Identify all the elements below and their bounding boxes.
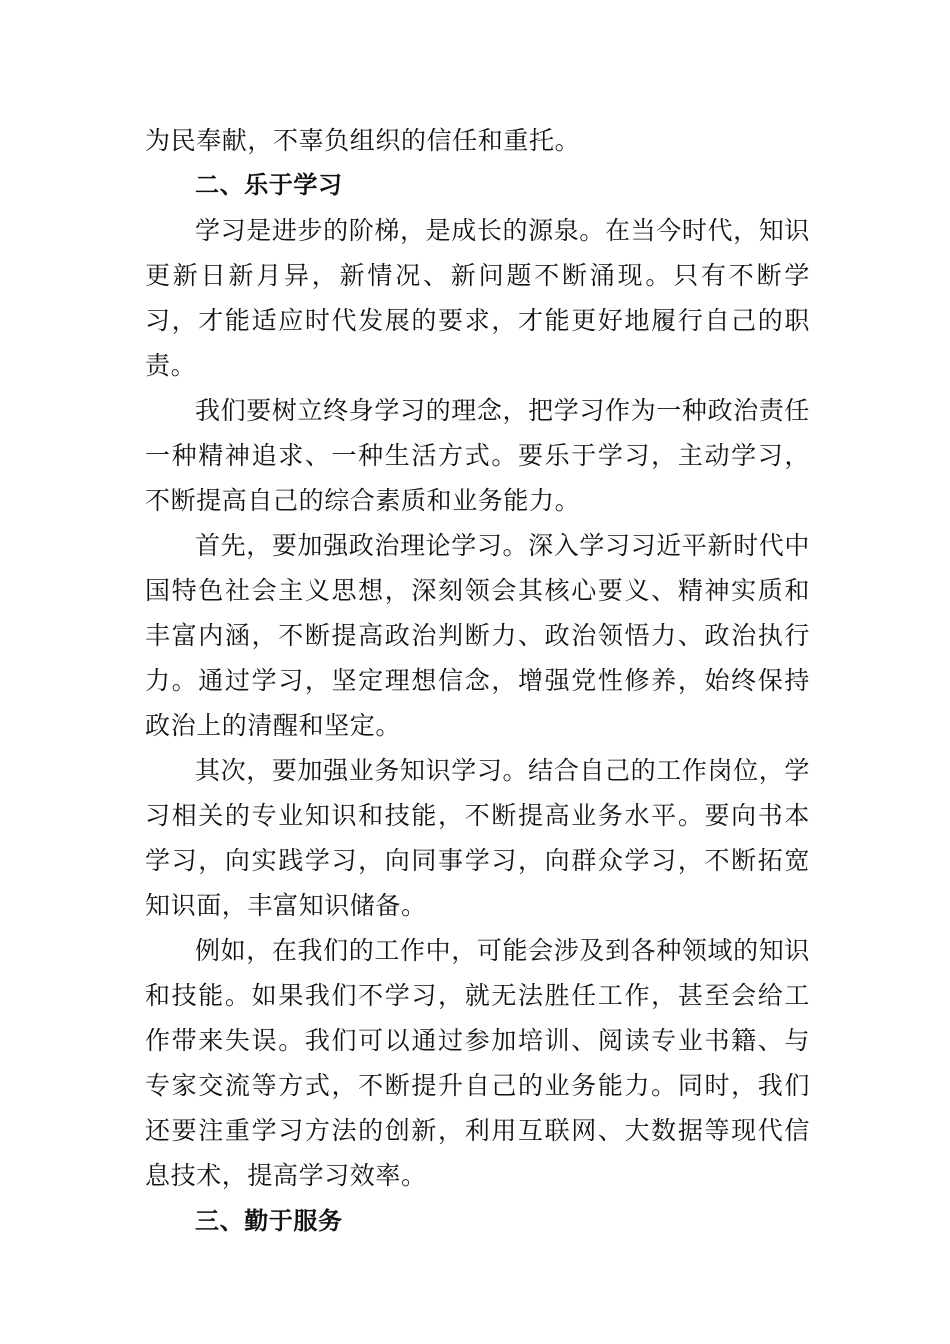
paragraph: 例如，在我们的工作中，可能会涉及到各种领域的知识和技能。如果我们不学习，就无法胜任工作，甚至会给工作带来失误。我们可以通过参加培训、阅读专业书籍、与专家交流等方式，不断提升自己的业务能力。同时，我们还要注重学习方法的创新，利用互联网、大数据等现代信息技术，提高学习效率。 <box>145 936 810 1190</box>
paragraph: 其次，要加强业务知识学习。结合自己的工作岗位，学习相关的专业知识和技能，不断提高业务水平。要向书本学习，向实践学习，向同事学习，向群众学习，不断拓宽知识面，丰富知识储备。 <box>145 756 810 920</box>
paragraph: 我们要树立终身学习的理念，把学习作为一种政治责任一种精神追求、一种生活方式。要乐于学习，主动学习，不断提高自己的综合素质和业务能力。 <box>145 396 810 515</box>
paragraph: 首先，要加强政治理论学习。深入学习习近平新时代中国特色社会主义思想，深刻领会其核心要义、精神实质和丰富内涵，不断提高政治判断力、政治领悟力、政治执行力。通过学习，坚定理想信念，增强党性修养，始终保持政治上的清醒和坚定。 <box>145 531 810 740</box>
section-heading-service: 三、勤于服务 <box>195 1207 343 1235</box>
paragraph: 学习是进步的阶梯，是成长的源泉。在当今时代，知识更新日新月异，新情况、新问题不断涌现。只有不断学习，才能适应时代发展的要求，才能更好地履行自己的职责。 <box>145 216 810 380</box>
paragraph-continuation: 为民奉献，不辜负组织的信任和重托。 <box>145 126 581 155</box>
document-body <box>145 118 810 1244</box>
section-heading-learning: 二、乐于学习 <box>195 171 343 199</box>
